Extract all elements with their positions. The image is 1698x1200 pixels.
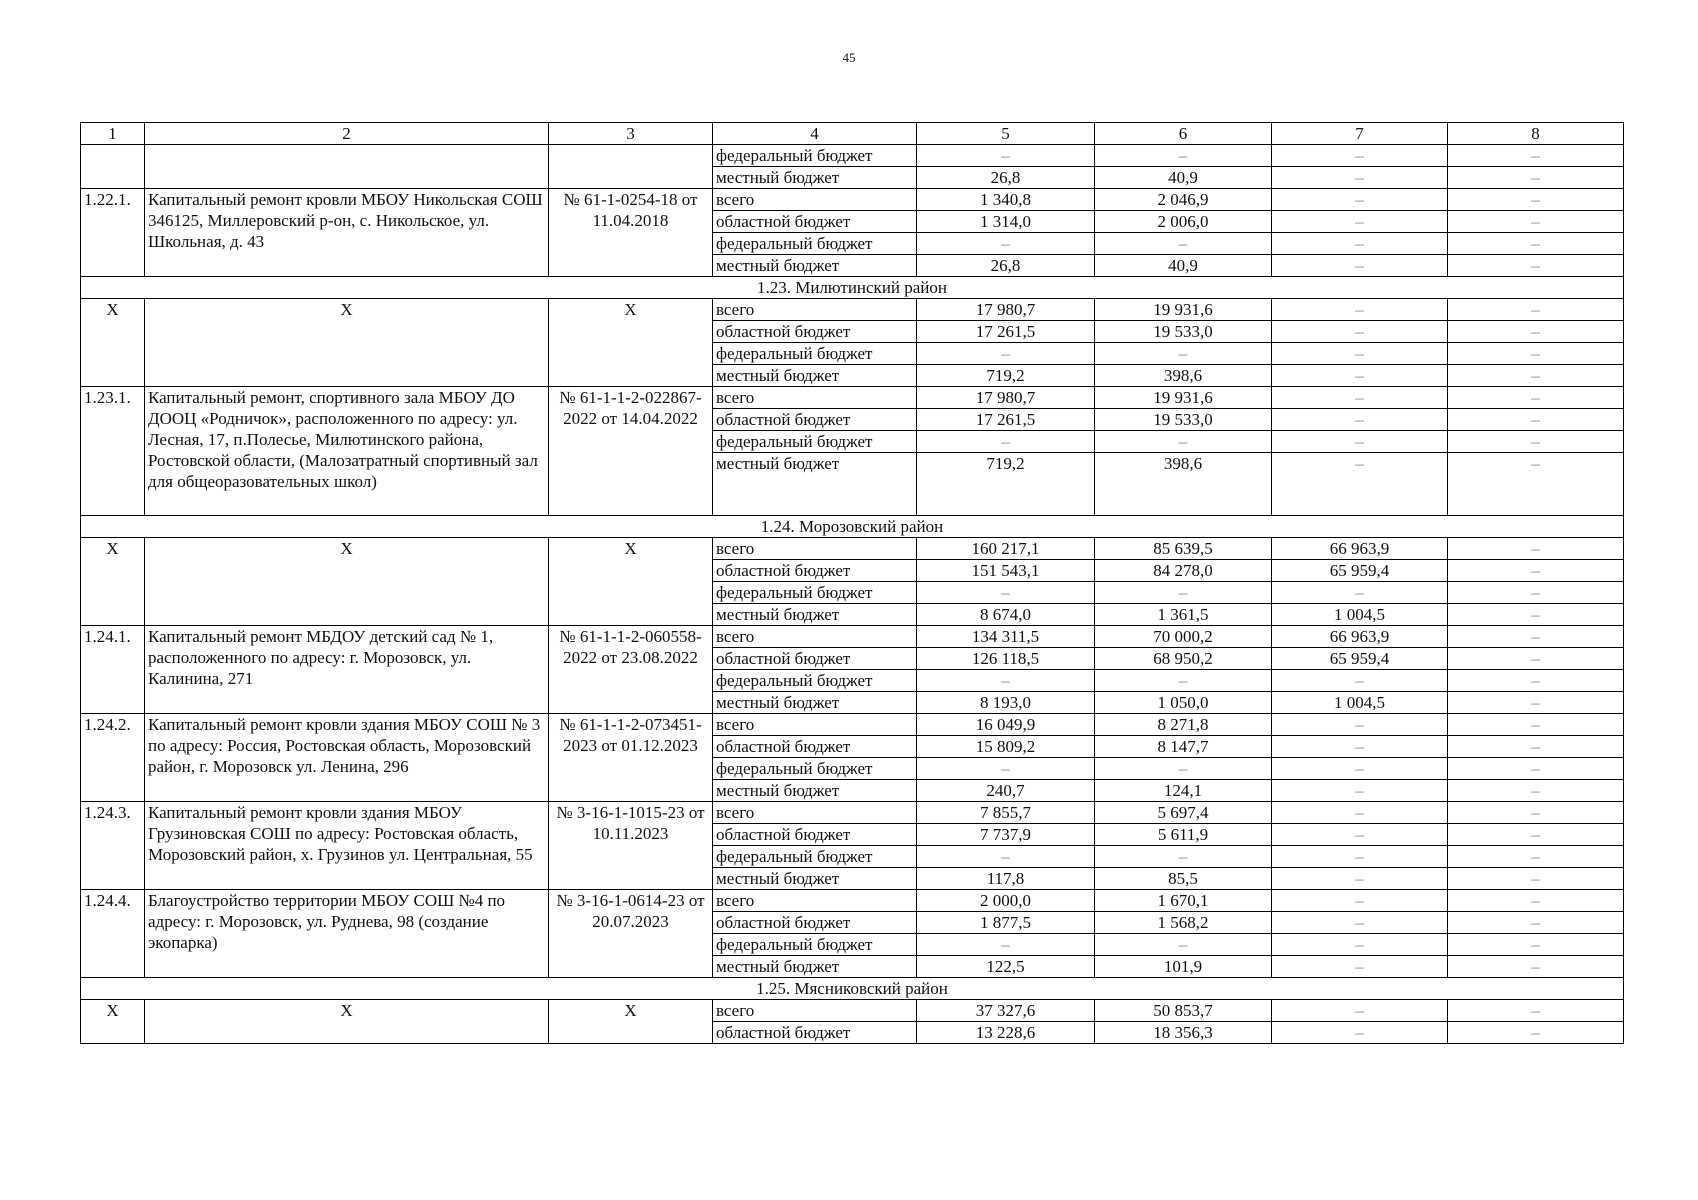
item-1-24-4-name: Благоустройство территории МБОУ СОШ №4 по адресу: г. Морозовск, ул. Руднева, 98 (создание экопарка)	[145, 890, 549, 978]
value-col-6: –	[1095, 431, 1272, 453]
value-col-5: –	[917, 145, 1095, 167]
item-1-22-1--number: 1.22.1.	[81, 189, 145, 277]
header-col-6: 6	[1095, 123, 1272, 145]
item-1-24-2-name: Капитальный ремонт кровли здания МБОУ СОШ № 3 по адресу: Россия, Ростовская область, Морозовский район, г. Морозовск ул. Ленина, 296	[145, 714, 549, 802]
value-col-6: –	[1095, 670, 1272, 692]
value-col-8: –	[1448, 167, 1624, 189]
budget-label: федеральный бюджет	[713, 233, 917, 255]
budget-label: местный бюджет	[713, 255, 917, 277]
value-col-8: –	[1448, 387, 1624, 409]
budget-label: областной бюджет	[713, 321, 917, 343]
value-col-6: 68 950,2	[1095, 648, 1272, 670]
budget-label: всего	[713, 1000, 917, 1022]
value-col-5: 151 543,1	[917, 560, 1095, 582]
value-col-5: 117,8	[917, 868, 1095, 890]
value-col-5: –	[917, 431, 1095, 453]
value-col-7: –	[1272, 934, 1448, 956]
summary-1-23-name: X	[145, 299, 549, 387]
value-col-5: 134 311,5	[917, 626, 1095, 648]
value-col-6: 5 697,4	[1095, 802, 1272, 824]
value-col-7: –	[1272, 145, 1448, 167]
value-col-8: –	[1448, 780, 1624, 802]
summary-1-25-row	[81, 1000, 1624, 1022]
value-col-6: 50 853,7	[1095, 1000, 1272, 1022]
value-col-6: –	[1095, 758, 1272, 780]
value-col-7: –	[1272, 1022, 1448, 1044]
value-col-6: 19 931,6	[1095, 387, 1272, 409]
item-1-23-1-number: 1.23.1.	[81, 387, 145, 516]
value-col-7: –	[1272, 912, 1448, 934]
value-col-6: 101,9	[1095, 956, 1272, 978]
item-1-22-1--row	[81, 189, 1624, 211]
value-col-6: 2 046,9	[1095, 189, 1272, 211]
value-col-5: 7 855,7	[917, 802, 1095, 824]
item-1-23-1-document: № 61-1-1-2-022867-2022 от 14.04.2022	[549, 387, 713, 516]
cont-number	[81, 145, 145, 189]
value-col-8: –	[1448, 868, 1624, 890]
value-col-7: –	[1272, 758, 1448, 780]
item-1-24-2-number: 1.24.2.	[81, 714, 145, 802]
value-col-5: 26,8	[917, 255, 1095, 277]
budget-label: местный бюджет	[713, 692, 917, 714]
budget-label: местный бюджет	[713, 780, 917, 802]
value-col-7: –	[1272, 343, 1448, 365]
value-col-8: –	[1448, 453, 1624, 516]
continuation-row	[81, 145, 1624, 167]
value-col-6: 19 931,6	[1095, 299, 1272, 321]
value-col-6: 40,9	[1095, 167, 1272, 189]
value-col-5: 719,2	[917, 365, 1095, 387]
value-col-7: –	[1272, 299, 1448, 321]
item-1-24-1-row	[81, 626, 1624, 648]
value-col-7: –	[1272, 409, 1448, 431]
budget-label: федеральный бюджет	[713, 431, 917, 453]
value-col-5: 17 261,5	[917, 409, 1095, 431]
value-col-5: 240,7	[917, 780, 1095, 802]
value-col-8: –	[1448, 321, 1624, 343]
budget-label: областной бюджет	[713, 409, 917, 431]
budget-label: всего	[713, 802, 917, 824]
value-col-5: –	[917, 233, 1095, 255]
budget-label: всего	[713, 538, 917, 560]
item-1-24-1-number: 1.24.1.	[81, 626, 145, 714]
item-1-24-2-document: № 61-1-1-2-073451-2023 от 01.12.2023	[549, 714, 713, 802]
item-1-23-1-row	[81, 387, 1624, 409]
value-col-8: –	[1448, 1022, 1624, 1044]
item-1-24-4-row	[81, 890, 1624, 912]
budget-label: всего	[713, 299, 917, 321]
item-1-24-3-row	[81, 802, 1624, 824]
header-col-8: 8	[1448, 123, 1624, 145]
value-col-5: –	[917, 846, 1095, 868]
page-number: 45	[842, 50, 856, 65]
item-1-24-1-document: № 61-1-1-2-060558-2022 от 23.08.2022	[549, 626, 713, 714]
value-col-6: 85 639,5	[1095, 538, 1272, 560]
value-col-5: 17 980,7	[917, 387, 1095, 409]
value-col-6: 40,9	[1095, 255, 1272, 277]
budget-label: местный бюджет	[713, 604, 917, 626]
summary-1-23-number: X	[81, 299, 145, 387]
budget-label: местный бюджет	[713, 956, 917, 978]
value-col-5: 1 340,8	[917, 189, 1095, 211]
budget-label: областной бюджет	[713, 912, 917, 934]
value-col-8: –	[1448, 758, 1624, 780]
item-1-24-3-document: № 3-16-1-1015-23 от 10.11.2023	[549, 802, 713, 890]
header-col-2: 2	[145, 123, 549, 145]
section-1-24	[81, 516, 1624, 538]
summary-1-24-row	[81, 538, 1624, 560]
header-col-5: 5	[917, 123, 1095, 145]
value-col-8: –	[1448, 626, 1624, 648]
value-col-8: –	[1448, 846, 1624, 868]
header-col-1: 1	[81, 123, 145, 145]
value-col-5: –	[917, 670, 1095, 692]
summary-1-24-name: X	[145, 538, 549, 626]
item-1-24-3-name: Капитальный ремонт кровли здания МБОУ Грузиновская СОШ по адресу: Ростовская область, Морозовский район, х. Грузинов ул. Центральная, 55	[145, 802, 549, 890]
item-1-24-1-name: Капитальный ремонт МБДОУ детский сад № 1, расположенного по адресу: г. Морозовск, ул. Калинина, 271	[145, 626, 549, 714]
value-col-7: –	[1272, 890, 1448, 912]
value-col-8: –	[1448, 365, 1624, 387]
budget-label: федеральный бюджет	[713, 846, 917, 868]
value-col-8: –	[1448, 604, 1624, 626]
header-col-4: 4	[713, 123, 917, 145]
value-col-7: –	[1272, 736, 1448, 758]
section-1-25-title: 1.25. Мясниковский район	[81, 978, 1624, 1000]
value-col-8: –	[1448, 1000, 1624, 1022]
budget-label: федеральный бюджет	[713, 670, 917, 692]
budget-label: областной бюджет	[713, 824, 917, 846]
value-col-8: –	[1448, 233, 1624, 255]
value-col-6: 84 278,0	[1095, 560, 1272, 582]
budget-label: всего	[713, 890, 917, 912]
value-col-7: –	[1272, 453, 1448, 516]
section-1-25	[81, 978, 1624, 1000]
budget-label: областной бюджет	[713, 560, 917, 582]
value-col-8: –	[1448, 802, 1624, 824]
value-col-8: –	[1448, 560, 1624, 582]
item-1-24-4-number: 1.24.4.	[81, 890, 145, 978]
item-1-22-1--name: Капитальный ремонт кровли МБОУ Никольская СОШ 346125, Миллеровский р-он, с. Никольское, ул. Школьная, д. 43	[145, 189, 549, 277]
value-col-5: 1 877,5	[917, 912, 1095, 934]
value-col-7: –	[1272, 868, 1448, 890]
value-col-7: –	[1272, 255, 1448, 277]
value-col-6: 19 533,0	[1095, 321, 1272, 343]
value-col-5: 16 049,9	[917, 714, 1095, 736]
budget-label: федеральный бюджет	[713, 582, 917, 604]
value-col-6: 1 361,5	[1095, 604, 1272, 626]
value-col-6: –	[1095, 343, 1272, 365]
value-col-5: 2 000,0	[917, 890, 1095, 912]
value-col-7: –	[1272, 846, 1448, 868]
value-col-7: –	[1272, 431, 1448, 453]
value-col-7: 65 959,4	[1272, 560, 1448, 582]
value-col-8: –	[1448, 299, 1624, 321]
value-col-6: –	[1095, 582, 1272, 604]
header-row	[81, 123, 1624, 145]
value-col-8: –	[1448, 890, 1624, 912]
value-col-6: 2 006,0	[1095, 211, 1272, 233]
value-col-6: 398,6	[1095, 365, 1272, 387]
value-col-7: –	[1272, 365, 1448, 387]
value-col-5: 8 674,0	[917, 604, 1095, 626]
budget-label: федеральный бюджет	[713, 758, 917, 780]
value-col-5: 37 327,6	[917, 1000, 1095, 1022]
budget-label: областной бюджет	[713, 1022, 917, 1044]
value-col-5: 160 217,1	[917, 538, 1095, 560]
value-col-6: –	[1095, 934, 1272, 956]
value-col-5: –	[917, 934, 1095, 956]
value-col-5: –	[917, 582, 1095, 604]
value-col-8: –	[1448, 692, 1624, 714]
item-1-24-2-row	[81, 714, 1624, 736]
budget-label: областной бюджет	[713, 648, 917, 670]
value-col-6: 398,6	[1095, 453, 1272, 516]
value-col-5: 13 228,6	[917, 1022, 1095, 1044]
value-col-8: –	[1448, 912, 1624, 934]
summary-1-23-document: X	[549, 299, 713, 387]
budget-label: местный бюджет	[713, 868, 917, 890]
value-col-6: 1 568,2	[1095, 912, 1272, 934]
value-col-7: –	[1272, 167, 1448, 189]
value-col-6: –	[1095, 233, 1272, 255]
summary-1-25-name: X	[145, 1000, 549, 1044]
value-col-7: –	[1272, 321, 1448, 343]
value-col-5: 7 737,9	[917, 824, 1095, 846]
header-col-3: 3	[549, 123, 713, 145]
value-col-7: –	[1272, 956, 1448, 978]
value-col-7: –	[1272, 802, 1448, 824]
value-col-8: –	[1448, 582, 1624, 604]
item-1-24-4-document: № 3-16-1-0614-23 от 20.07.2023	[549, 890, 713, 978]
value-col-8: –	[1448, 145, 1624, 167]
value-col-7: –	[1272, 714, 1448, 736]
budget-label: местный бюджет	[713, 167, 917, 189]
value-col-5: –	[917, 758, 1095, 780]
value-col-7: –	[1272, 387, 1448, 409]
cont-name	[145, 145, 549, 189]
value-col-7: –	[1272, 211, 1448, 233]
summary-1-24-document: X	[549, 538, 713, 626]
budget-label: всего	[713, 189, 917, 211]
budget-label: федеральный бюджет	[713, 934, 917, 956]
value-col-8: –	[1448, 648, 1624, 670]
value-col-7: –	[1272, 582, 1448, 604]
section-1-23-title: 1.23. Милютинский район	[81, 277, 1624, 299]
value-col-6: 8 271,8	[1095, 714, 1272, 736]
value-col-8: –	[1448, 409, 1624, 431]
value-col-8: –	[1448, 189, 1624, 211]
value-col-7: –	[1272, 233, 1448, 255]
value-col-7: –	[1272, 1000, 1448, 1022]
table-body	[81, 123, 1624, 1044]
cont-document	[549, 145, 713, 189]
value-col-5: 126 118,5	[917, 648, 1095, 670]
value-col-5: 8 193,0	[917, 692, 1095, 714]
value-col-6: 19 533,0	[1095, 409, 1272, 431]
summary-1-23-row	[81, 299, 1624, 321]
value-col-7: –	[1272, 189, 1448, 211]
value-col-5: 122,5	[917, 956, 1095, 978]
budget-label: местный бюджет	[713, 453, 917, 516]
item-1-22-1--document: № 61-1-0254-18 от 11.04.2018	[549, 189, 713, 277]
value-col-5: 17 980,7	[917, 299, 1095, 321]
value-col-5: 719,2	[917, 453, 1095, 516]
value-col-8: –	[1448, 714, 1624, 736]
value-col-6: 8 147,7	[1095, 736, 1272, 758]
value-col-6: 70 000,2	[1095, 626, 1272, 648]
value-col-7: –	[1272, 780, 1448, 802]
budget-label: местный бюджет	[713, 365, 917, 387]
value-col-5: 1 314,0	[917, 211, 1095, 233]
value-col-6: 1 050,0	[1095, 692, 1272, 714]
value-col-8: –	[1448, 211, 1624, 233]
header-col-7: 7	[1272, 123, 1448, 145]
value-col-7: 66 963,9	[1272, 538, 1448, 560]
budget-label: областной бюджет	[713, 211, 917, 233]
value-col-6: 18 356,3	[1095, 1022, 1272, 1044]
budget-label: федеральный бюджет	[713, 145, 917, 167]
value-col-5: 15 809,2	[917, 736, 1095, 758]
section-1-23	[81, 277, 1624, 299]
value-col-6: –	[1095, 846, 1272, 868]
budget-label: всего	[713, 387, 917, 409]
value-col-7: –	[1272, 670, 1448, 692]
section-1-24-title: 1.24. Морозовский район	[81, 516, 1624, 538]
value-col-5: –	[917, 343, 1095, 365]
budget-label: областной бюджет	[713, 736, 917, 758]
value-col-6: 1 670,1	[1095, 890, 1272, 912]
value-col-8: –	[1448, 538, 1624, 560]
budget-label: федеральный бюджет	[713, 343, 917, 365]
value-col-6: 85,5	[1095, 868, 1272, 890]
value-col-8: –	[1448, 343, 1624, 365]
value-col-5: 26,8	[917, 167, 1095, 189]
value-col-8: –	[1448, 934, 1624, 956]
value-col-7: 65 959,4	[1272, 648, 1448, 670]
budget-label: всего	[713, 714, 917, 736]
value-col-5: 17 261,5	[917, 321, 1095, 343]
value-col-8: –	[1448, 431, 1624, 453]
value-col-7: 66 963,9	[1272, 626, 1448, 648]
summary-1-25-number: X	[81, 1000, 145, 1044]
value-col-8: –	[1448, 255, 1624, 277]
value-col-8: –	[1448, 736, 1624, 758]
value-col-6: 124,1	[1095, 780, 1272, 802]
budget-label: всего	[713, 626, 917, 648]
value-col-7: 1 004,5	[1272, 692, 1448, 714]
budget-table	[80, 122, 1624, 1044]
value-col-8: –	[1448, 670, 1624, 692]
value-col-7: 1 004,5	[1272, 604, 1448, 626]
value-col-8: –	[1448, 824, 1624, 846]
summary-1-25-document: X	[549, 1000, 713, 1044]
summary-1-24-number: X	[81, 538, 145, 626]
item-1-24-3-number: 1.24.3.	[81, 802, 145, 890]
item-1-23-1-name: Капитальный ремонт, спортивного зала МБОУ ДО ДООЦ «Родничок», расположенного по адресу: ул. Лесная, 17, п.Полесье, Милютинского района, Ростовской области, (Малозатратный спортивный зал для общеоразовательных школ)	[145, 387, 549, 516]
value-col-6: 5 611,9	[1095, 824, 1272, 846]
value-col-8: –	[1448, 956, 1624, 978]
value-col-7: –	[1272, 824, 1448, 846]
value-col-6: –	[1095, 145, 1272, 167]
